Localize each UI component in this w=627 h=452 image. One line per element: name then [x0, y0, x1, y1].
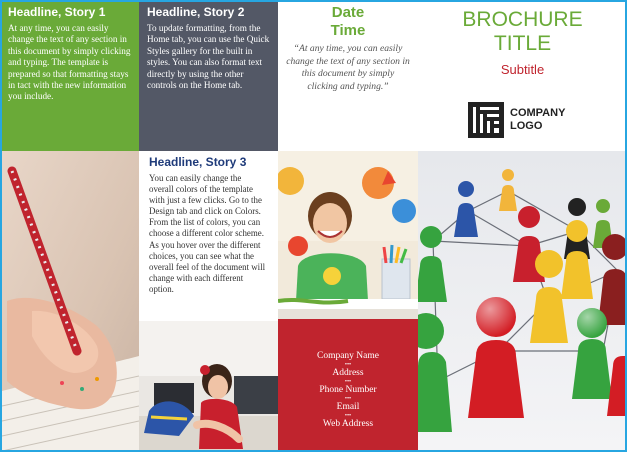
subtitle: Subtitle: [500, 62, 545, 77]
logo-text-line1: COMPANY: [510, 107, 566, 119]
pull-quote: “At any time, you can easily change the text of any section in this document by simply clicking and typing.”: [286, 43, 410, 92]
company-logo-icon: [468, 102, 504, 138]
brochure-title-line2: TITLE: [493, 32, 552, 55]
contact-phone: Phone Number: [319, 385, 377, 395]
photo-girl-writing: [139, 321, 278, 452]
company-logo: [468, 102, 565, 138]
separator-dots: •••: [344, 362, 352, 368]
date-label: Date: [331, 4, 365, 21]
photo-hand-writing: [2, 151, 139, 452]
time-label: Time: [330, 22, 366, 39]
contact-web: Web Address: [322, 419, 374, 429]
contact-panel: [278, 319, 418, 452]
photo-game-pawns: [418, 151, 627, 452]
story3-body: You can easily change the overall colors of the template with just a few clicks. Go to the Design tab and click on Colors. From the list of colors, you can choose a different color scheme. As you hover over the different choices, you can see what the overall feel of the document will change with each different option.: [149, 173, 266, 294]
contact-address: Address: [332, 368, 364, 378]
story3-headline: Headline, Story 3: [149, 155, 247, 169]
story2-panel: [139, 2, 278, 151]
story1-body: At any time, you can easily change the text of any section in this document by simply clicking and typing. The template is prepared so that formatting stays in tact with the new information you include.: [8, 23, 131, 102]
separator-dots: •••: [344, 379, 352, 385]
photo-boy-classroom: [278, 151, 418, 319]
story3-panel: [139, 151, 278, 321]
story2-headline: Headline, Story 2: [147, 5, 245, 19]
brochure-title-line1: BROCHURE: [462, 8, 583, 31]
story2-body: To update formatting, from the Home tab, you can use the Quick Styles gallery for the built in styles. You can also format text directly by using the other controls on the Home tab.: [147, 23, 270, 91]
separator-dots: •••: [344, 413, 352, 419]
company-name: Company Name: [316, 351, 379, 361]
contact-email: Email: [336, 402, 360, 412]
separator-dots: •••: [344, 396, 352, 402]
date-time-panel: [278, 2, 418, 151]
title-panel: [418, 2, 627, 151]
story1-panel: [2, 2, 139, 151]
story1-headline: Headline, Story 1: [8, 5, 106, 19]
logo-text-line2: LOGO: [510, 120, 543, 132]
